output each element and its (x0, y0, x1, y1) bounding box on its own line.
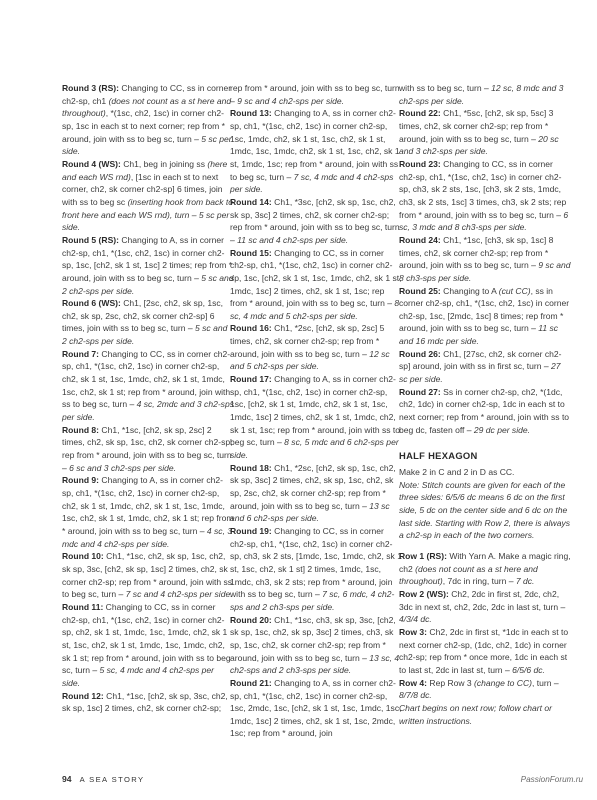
instructions-column-3 (399, 82, 571, 727)
round-instruction: Round 10: Ch1, *1sc, ch2, sk sp, 1sc, ch2, sk sp, 3sc, [ch2, sk sp, 1sc] 2 times, ch2, sk corner ch2-sp; rep from * around, join with ss to beg sc, turn – 7 sc and 4 ch2-sps per side. (62, 551, 233, 600)
row-instruction: Row 1 (RS): With Yarn A. Make a magic ring, ch2 (does not count as a st here and throughout), 7dc in ring, turn – 7 dc. (399, 550, 571, 587)
round-instruction: Round 4 (WS): Ch1, beg in joining ss (here and each WS rnd), [1sc in each st to next corner, ch2, sk corner ch2-sp] 6 times, join with ss to beg sc (inserting hook from back to front here and each WS rnd), turn – 5 sc per side. (62, 158, 234, 233)
round-instruction: rep from * around, join with ss to beg sc, turn – 9 sc and 4 ch2-sps per side. (230, 83, 400, 106)
round-instruction: Round 7: Changing to CC, ss in corner ch2-sp, ch1, *(1sc, ch2, 1sc) in corner ch2-sp, ch2, sk 1 st, 1sc, 1mdc, ch2, sk 1 st, 1mdc, 1sc, ch2, sk 1 st; rep from * around, join with ss to beg sc, turn – 4 sc, 2mdc and 3 ch2-sps per side. (62, 348, 234, 423)
round-instruction: Round 5 (RS): Changing to A, ss in corner ch2-sp, ch1, *(1sc, ch2, 1sc) in corner ch2-sp, 1sc, [ch2, sk 1 st, 1sc] 2 times; rep from * around, join with ss to beg sc, turn – 5 sc and 2 ch2-sps per side. (62, 234, 234, 296)
round-instruction: Round 17: Changing to A, ss in corner ch2-sp, ch1, *(1sc, ch2, 1sc) in corner ch2-sp, 1sc, [ch2, sk 1 st, 1mdc, ch2, sk 1 st, 1sc, 1mdc, 1sc] 2 times, ch2, sk 1 st, 1mdc, ch2, sk 1 st, 1sc; rep from * around, join with ss to beg sc, turn – 8 sc, 5 mdc and 6 ch2-sps per side. (230, 374, 401, 461)
half-hexagon-intro: Make 2 in C and 2 in D as CC. (399, 467, 515, 478)
round-instruction: Round 16: Ch1, *2sc, [ch2, sk sp, 2sc] 5 times, ch2, sk corner ch2-sp; rep from * around, join with ss to beg sc, turn – 12 sc and 5 ch2-sps per side. (230, 323, 390, 372)
round-instruction: Round 24: Ch1, *1sc, [ch3, sk sp, 1sc] 8 times, ch2, sk corner ch2-sp; rep from * around, join with ss to beg sc, turn – 9 sc and 8 ch3-sps per side. (399, 234, 571, 283)
round-instruction: Round 21: Changing to A, ss in corner ch2-sp, ch1, *(1sc, ch2, 1sc) in corner ch2-sp, 1sc, 2mdc, 1sc, [ch2, sk 1 st, 1sc, 1mdc, 1sc, 1mdc, 1sc] 2 times, ch2, sk 1 st, 1sc, 2mdc, 1sc; rep from * around, join (230, 677, 402, 739)
round-instruction: Round 15: Changing to CC, ss in corner ch2-sp, ch1, *(1sc, ch2, 1sc) in corner ch2-sp, 1sc, [ch2, sk 1 st, 1sc, 1mdc, ch2, sk 1 st, 1mdc, 1sc] 2 times, ch2, sk 1 st, 1sc; rep from * around, join with ss to beg sc, turn – 8 sc, 4 mdc and 5 ch2-sps per side. (230, 247, 402, 321)
round-instruction: Round 22: Ch1, *5sc, [ch2, sk sp, 5sc] 3 times, ch2, sk corner ch2-sp; rep from * around, join with ss to beg sc, turn – 20 sc and 3 ch2-sps per side. (399, 108, 559, 157)
chart-note: Chart begins on next row; follow chart or written instructions. (399, 702, 552, 726)
half-hexagon-heading: HALF HEXAGON (399, 450, 478, 462)
round-instruction: Round 25: Changing to A (cut CC), ss in corner ch2-sp, ch1, *(1sc, ch2, 1sc) in corner ch2-sp, 1sc, [2mdc, 1sc] 8 times; rep from * around, join with ss to beg sc, turn – 11 sc and 16 mdc per side. (399, 285, 570, 347)
round-instruction: Round 6 (WS): Ch1, [2sc, ch2, sk sp, 1sc, ch2, sk sp, 2sc, ch2, sk corner ch2-sp] 6 times, join with ss to beg sc, turn – 5 sc and 2 ch2-sps per side. (62, 298, 228, 347)
round-instruction: Round 8: Ch1, *1sc, [ch2, sk sp, 2sc] 2 times, ch2, sk sp, 1sc, ch2, sk corner ch2-sp; rep from * around, join with ss to beg sc, turn – 6 sc and 3 ch2-sps per side. (62, 424, 233, 473)
round-instruction: Round 23: Changing to CC, ss in corner ch2-sp, ch1, *(1sc, ch2, 1sc) in corner ch2-sp, ch3, sk 2 sts, 1sc, [ch3, sk 2 sts, 1mdc, ch3, sk 2 sts, 1sc] 3 times, ch3, sk 2 sts; rep from * around, join with ss to beg sc, turn – 6 sc, 3 mdc and 8 ch3-sps per side. (399, 158, 569, 233)
row-instruction: Row 4: Rep Row 3 (change to CC), turn – 8/7/8 dc. (399, 677, 559, 701)
watermark-text: PassionForum.ru (520, 775, 583, 784)
instructions-column-2 (230, 82, 402, 740)
round-instruction: with ss to beg sc, turn – 12 sc, 8 mdc and 3 ch2-sps per side. (399, 83, 564, 106)
round-instruction: Round 20: Ch1, *1sc, ch3, sk sp, 3sc, [ch2, sk sp, 1sc, ch2, sk sp, 3sc] 2 times, ch3, sk sp, 1sc, ch2, sk corner ch2-sp; rep from * around, join with ss to beg sc, turn – 13 sc, 4 ch2-sps and 2 ch3-sps per side. (230, 614, 400, 676)
round-instruction: Round 3 (RS): Changing to CC, ss in corner ch2-sp, ch1 (does not count as a st here and throughout), *(1sc, ch2, 1sc) in corner ch2-sp, 1sc in each st to next corner; rep from * around, join with ss to beg sc, turn – 5 sc per side. (62, 83, 232, 157)
instructions-column-1 (62, 82, 234, 715)
round-instruction: Round 19: Changing to CC, ss in corner ch2-sp, ch1, *(1sc, ch2, 1sc) in corner ch2-sp, ch3, sk 2 sts, [1mdc, 1sc, 1mdc, ch2, sk 1 st, 1sc, ch2, sk 1 st] 2 times, 1mdc, 1sc, 1mdc, ch3, sk 2 sts; rep from * around, join with ss to beg sc, turn – 7 sc, 6 mdc, 4 ch2-sps and 2 ch3-sps per side. (230, 525, 402, 612)
row-instruction: Row 2 (WS): Ch2, 2dc in first st, 2dc, ch2, 3dc in next st, ch2, 2dc, 2dc in last st, turn – 4/3/4 dc. (399, 588, 566, 625)
row-instruction: Row 3: Ch2, 2dc in first st, *1dc in each st to next corner ch2-sp, (1dc, ch2, 1dc) in corner ch2-sp; rep from * once more, 1dc in each st to last st, 2dc in last st, turn – 6/5/6 dc. (399, 626, 569, 675)
round-instruction: Round 27: Ss in corner ch2-sp, ch2, *(1dc, ch2, 1dc) in corner ch2-sp, 1dc in each st to next corner; rep from * around, join with ss to beg dc, fasten off – 29 dc per side. (399, 386, 570, 435)
half-hexagon-rows (399, 550, 571, 702)
half-hexagon-note: Note: Stitch counts are given for each of the three sides: 6/5/6 dc means 6 dc on the first side, 5 dc on the center side and 6 dc on the last side. Starting with Row 2, there is always a ch2-sp in each of the two corners. (399, 479, 571, 541)
round-instruction: Round 18: Ch1, *2sc, [ch2, sk sp, 1sc, ch2, sk sp, 3sc] 2 times, ch2, sk sp, 1sc, ch2, sk sp, 2sc, ch2, sk corner ch2-sp; rep from * around, join with ss to beg sc, turn – 13 sc and 6 ch2-sps per side. (230, 462, 396, 524)
magazine-title: A SEA STORY (79, 775, 145, 784)
page-footer (62, 774, 145, 784)
round-instruction: Round 9: Changing to A, ss in corner ch2-sp, ch1, *(1sc, ch2, 1sc) in corner ch2-sp, ch2, sk 1 st, 1mdc, ch2, sk 1 st, 1sc, 1mdc, 1sc, ch2, sk 1 st, 1mdc, ch2, sk 1 st; rep from * around, join with ss to beg sc, turn – 4 sc, 3 mdc and 4 ch2-sps per side. (62, 475, 234, 549)
round-instruction: Round 12: Ch1, *1sc, [ch2, sk sp, 3sc, ch2, sk sp, 1sc] 2 times, ch2, sk corner ch2-sp; (62, 690, 228, 714)
rounds-list (399, 82, 571, 436)
round-instruction: Round 11: Changing to CC, ss in corner ch2-sp, ch1, *(1sc, ch2, 1sc) in corner ch2-sp, ch2, sk 1 st, 1mdc, 1sc, 1mdc, ch2, sk 1 st, 1sc, ch2, sk 1 st, 1mdc, 1sc, 1mdc, ch2, sk 1 st; rep from * around, join with ss to beg sc, turn – 5 sc, 4 mdc and 4 ch2-sps per side. (62, 601, 231, 688)
round-instruction: Round 13: Changing to A, ss in corner ch2-sp, ch1, *(1sc, ch2, 1sc) in corner ch2-sp, 1sc, 1mdc, ch2, sk 1 st, 1sc, ch2, sk 1 st, 1mdc, 1sc, 1mdc, ch2, sk 1 st, 1sc, ch2, sk 1 st, 1mdc, 1sc; rep from * around, join with ss to beg sc, turn – 7 sc, 4 mdc and 4 ch2-sps per side. (230, 108, 400, 195)
page-number: 94 (62, 774, 72, 784)
round-instruction: Round 26: Ch1, [27sc, ch2, sk corner ch2-sp] around, join with ss in first sc, turn – 27 sc per side. (399, 348, 562, 385)
round-instruction: Round 14: Ch1, *3sc, [ch2, sk sp, 1sc, ch2, sk sp, 3sc] 2 times, ch2, sk corner ch2-sp; rep from * around, join with ss to beg sc, turn – 11 sc and 4 ch2-sps per side. (230, 196, 400, 245)
